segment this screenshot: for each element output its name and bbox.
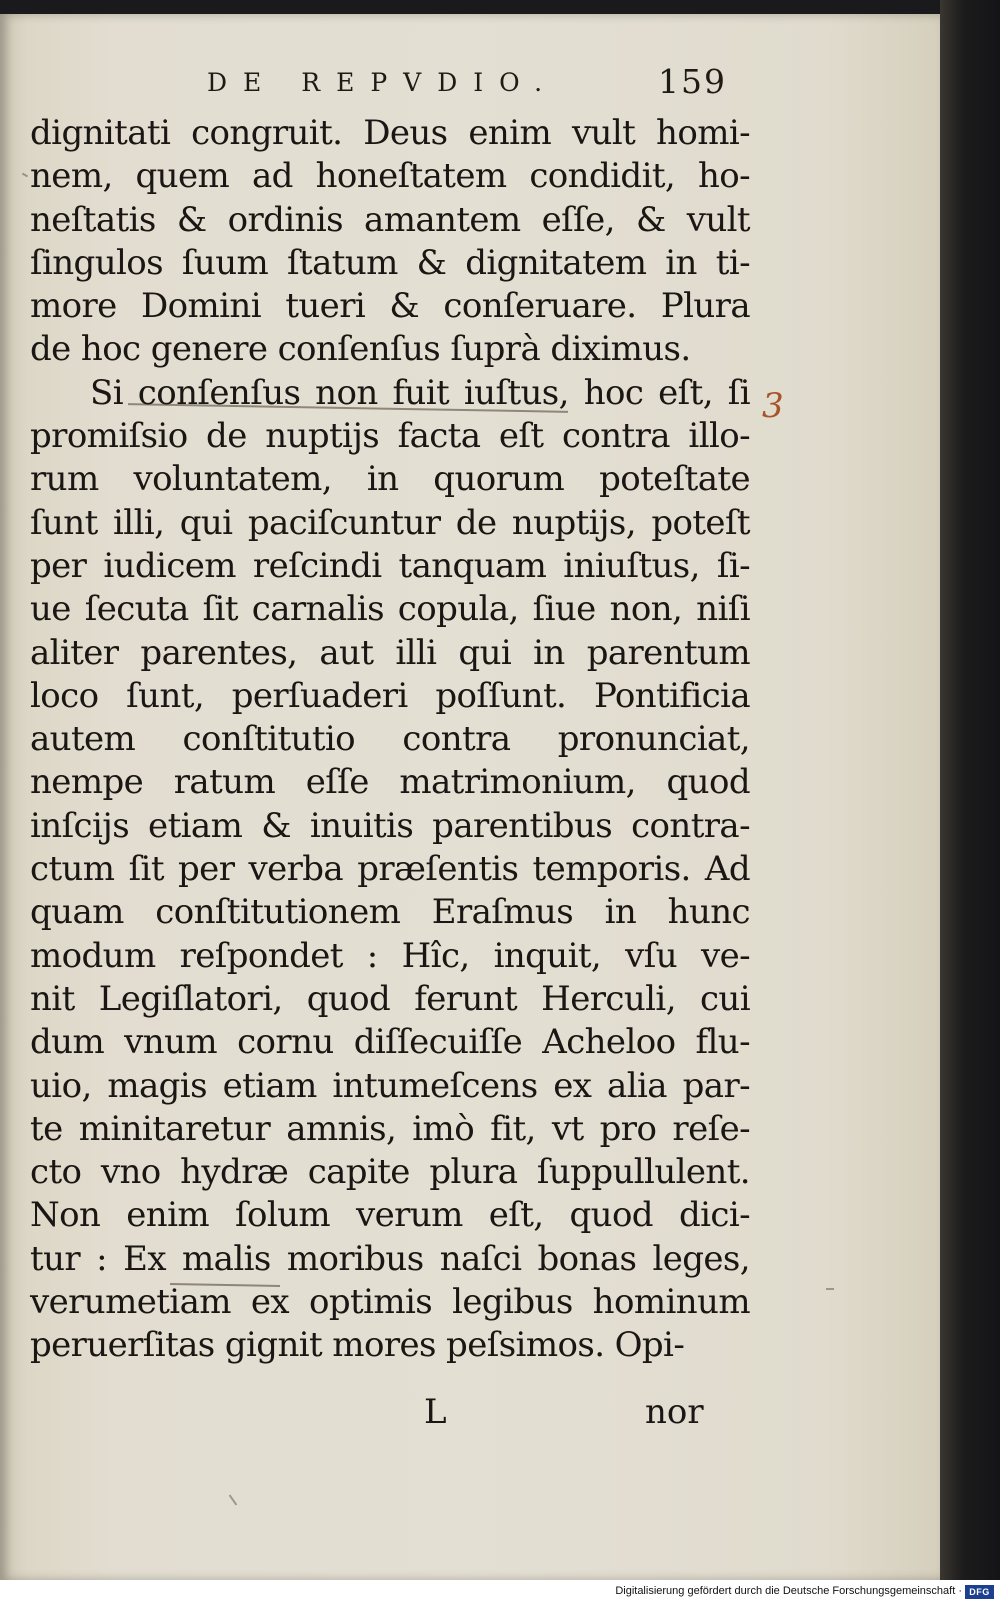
body-text bbox=[30, 112, 750, 1368]
catchword: nor bbox=[645, 1392, 704, 1432]
digitization-footer bbox=[0, 1580, 1000, 1605]
text-line: verumetiam ex optimis legibus hominum bbox=[30, 1282, 750, 1323]
text-line: per iudicem reſcindi tanquam iniuſtus, ſi- bbox=[30, 545, 750, 586]
text-line: nem, quem ad honeſtatem condidit, ho- bbox=[30, 156, 750, 197]
text-line: modum reſpondet : Hîc, inquit, vſu ve- bbox=[30, 935, 750, 976]
running-head bbox=[0, 62, 940, 112]
paper-speck bbox=[826, 1288, 834, 1290]
funding-credit: Digitalisierung gefördert durch die Deutsche Forschungsgemeinschaft · bbox=[615, 1585, 962, 1597]
text-line: nit Legiſlatori, quod ferunt Herculi, cui bbox=[30, 978, 750, 1019]
page-number: 159 bbox=[658, 62, 727, 101]
paper-speck bbox=[22, 173, 28, 178]
text-line: peruerſitas gignit mores peſsimos. Opi- bbox=[30, 1325, 685, 1366]
text-line: cto vno hydræ capite plura ſuppullulent. bbox=[30, 1152, 750, 1193]
signature-mark: L bbox=[424, 1392, 447, 1432]
catch-row bbox=[0, 1392, 940, 1440]
text-line: te minitaretur amnis, imò fit, vt pro reſe- bbox=[30, 1108, 750, 1149]
text-line: tur : Ex malis moribus naſci bonas leges, bbox=[30, 1238, 750, 1279]
text-line: nempe ratum eſſe matrimonium, quod bbox=[30, 762, 750, 803]
text-line: uio, magis etiam intumeſcens ex alia par- bbox=[30, 1065, 750, 1106]
text-line: rum voluntatem, in quorum poteſtate bbox=[30, 459, 750, 500]
text-line: Non enim ſolum verum eſt, quod dici- bbox=[30, 1195, 750, 1236]
text-line: promiſsio de nuptijs facta eſt contra illo- bbox=[30, 416, 750, 457]
text-line: dum vnum cornu diſſecuiſſe Acheloo flu- bbox=[30, 1022, 750, 1063]
text-line: ſingulos ſuum ſtatum & dignitatem in ti- bbox=[30, 242, 750, 283]
margin-annotation: 3 bbox=[762, 386, 784, 426]
text-line: ue ſecuta ſit carnalis copula, ſiue non, niſi bbox=[30, 589, 750, 630]
text-line: inſcijs etiam & inuitis parentibus contra- bbox=[30, 805, 750, 846]
text-line: ſunt illi, qui paciſcuntur de nuptijs, poteſt bbox=[30, 502, 750, 543]
text-line: dignitati congruit. Deus enim vult homi- bbox=[30, 113, 750, 153]
text-line: de hoc genere conſenſus ſuprà diximus. bbox=[30, 329, 691, 370]
text-line: quam conſtitutionem Eraſmus in hunc bbox=[30, 892, 750, 933]
running-title: DE REPVDIO. bbox=[207, 68, 559, 97]
text-line: loco ſunt, perſuaderi poſſunt. Pontificia bbox=[30, 675, 750, 716]
text-line: autem conſtitutio contra pronunciat, bbox=[30, 719, 750, 760]
text-line: aliter parentes, aut illi qui in parentum bbox=[30, 632, 750, 673]
page-edge-shadow bbox=[940, 0, 1000, 1580]
text-line: ctum ſit per verba præſentis temporis. Ad bbox=[30, 849, 750, 890]
book-page bbox=[0, 14, 940, 1580]
paper-speck bbox=[229, 1495, 238, 1506]
text-line: more Domini tueri & conſeruare. Plura bbox=[30, 286, 750, 327]
dfg-logo: DFG bbox=[965, 1585, 994, 1599]
text-line: Si conſenſus non fuit iuſtus, hoc eſt, ſi bbox=[90, 372, 750, 413]
text-line: neſtatis & ordinis amantem eſſe, & vult bbox=[30, 199, 750, 240]
